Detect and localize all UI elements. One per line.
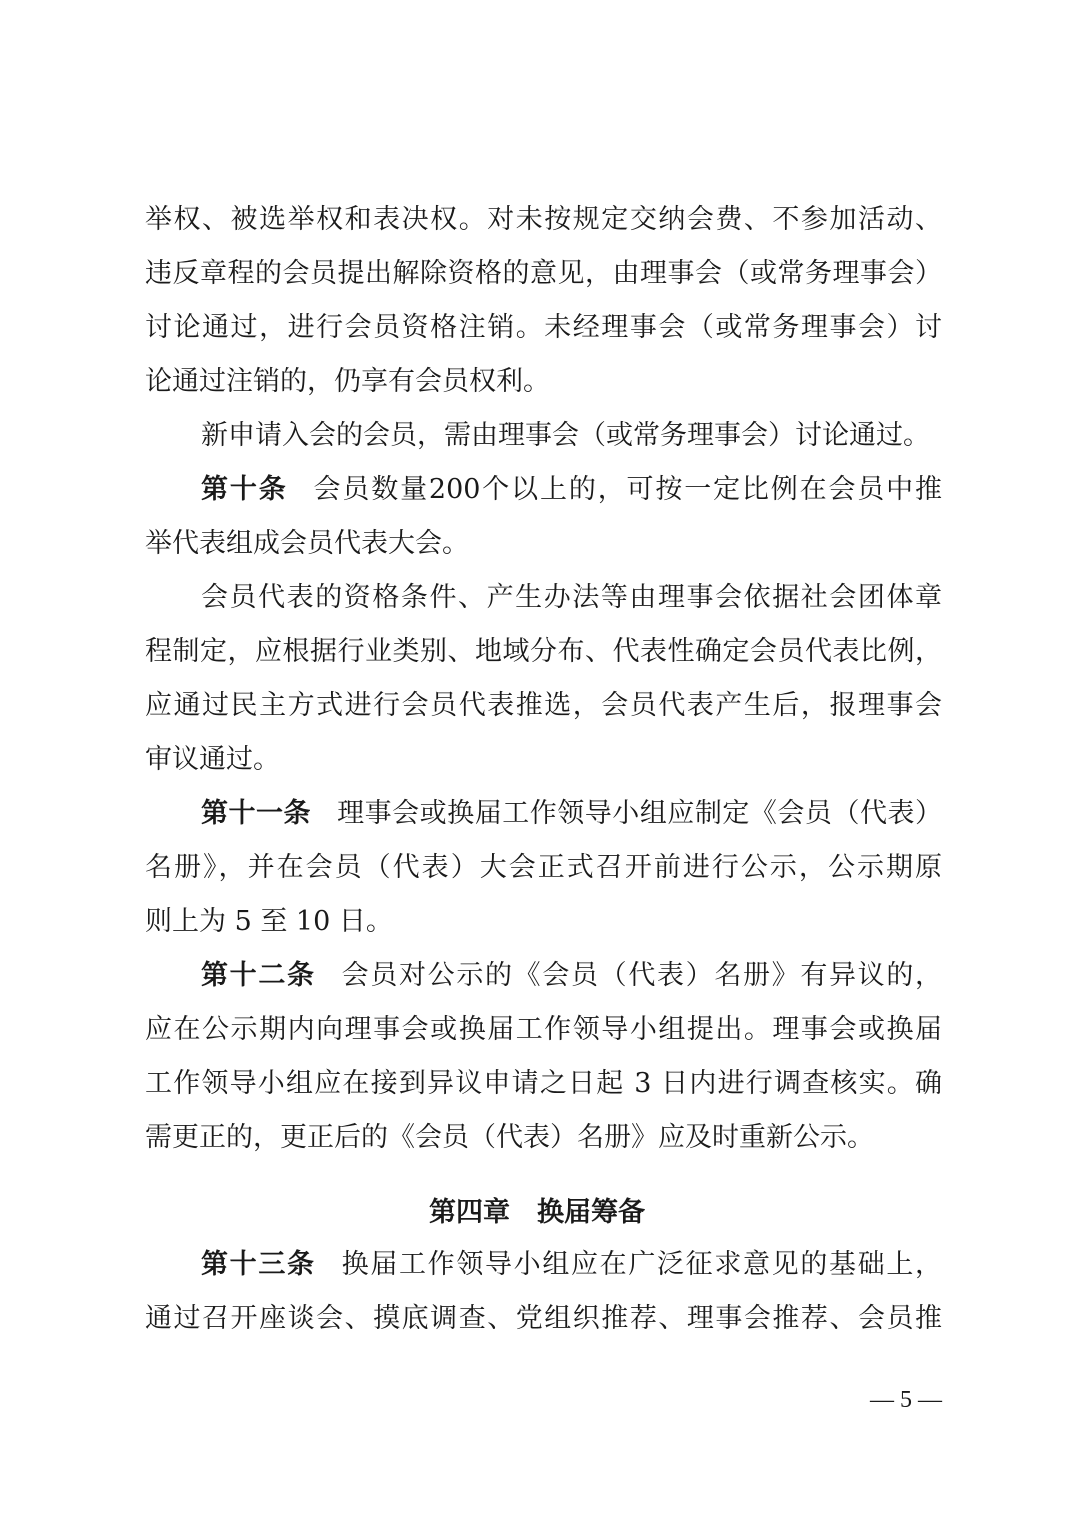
text-line: 工作领导小组应在接到异议申请之日起 3 日内进行调查核实。确	[145, 1068, 942, 1099]
article-12-text: 会员对公示的《会员（代表）名册》有异议的，	[341, 960, 942, 991]
document-body	[145, 193, 942, 1165]
chapter-heading: 第四章 换届筹备	[429, 1197, 645, 1228]
text-line: 应通过民主方式进行会员代表推选，会员代表产生后，报理事会	[145, 690, 942, 721]
article-13-text: 换届工作领导小组应在广泛征求意见的基础上，	[341, 1249, 942, 1280]
text-line: 程制定，应根据行业类别、地域分布、代表性确定会员代表比例，	[145, 636, 942, 667]
text-line: 违反章程的会员提出解除资格的意见，由理事会（或常务理事会）	[145, 258, 942, 289]
article-13-label: 第十三条	[201, 1249, 316, 1280]
document-body-continued	[145, 1238, 942, 1346]
text-line: 讨论通过，进行会员资格注销。未经理事会（或常务理事会）讨	[145, 312, 942, 343]
article-11-line	[145, 787, 942, 841]
article-13-line	[145, 1238, 942, 1292]
article-12-label: 第十二条	[201, 960, 316, 991]
article-11-text: 理事会或换届工作领导小组应制定《会员（代表）	[337, 798, 942, 829]
text-line: 则上为 5 至 10 日。	[145, 906, 393, 937]
article-11-label: 第十一条	[201, 798, 312, 829]
text-line: 应在公示期内向理事会或换届工作领导小组提出。理事会或换届	[145, 1014, 942, 1045]
article-12-line	[145, 949, 942, 1003]
text-line: 通过召开座谈会、摸底调查、党组织推荐、理事会推荐、会员推	[145, 1303, 942, 1334]
text-line: 新申请入会的会员，需由理事会（或常务理事会）讨论通过。	[201, 420, 930, 451]
text-line: 会员代表的资格条件、产生办法等由理事会依据社会团体章	[201, 582, 942, 613]
article-10-text: 会员数量200个以上的，可按一定比例在会员中推	[313, 474, 942, 505]
text-line: 需更正的，更正后的《会员（代表）名册》应及时重新公示。	[145, 1122, 874, 1153]
text-line: 审议通过。	[145, 744, 280, 775]
text-line: 名册》，并在会员（代表）大会正式召开前进行公示，公示期原	[145, 852, 942, 883]
text-line: 举权、被选举权和表决权。对未按规定交纳会费、不参加活动、	[145, 204, 942, 235]
text-line: 举代表组成会员代表大会。	[145, 528, 469, 559]
article-10-line	[145, 463, 942, 517]
text-line: 论通过注销的，仍享有会员权利。	[145, 366, 550, 397]
article-10-label: 第十条	[201, 474, 288, 505]
page-number: — 5 —	[870, 1387, 942, 1413]
